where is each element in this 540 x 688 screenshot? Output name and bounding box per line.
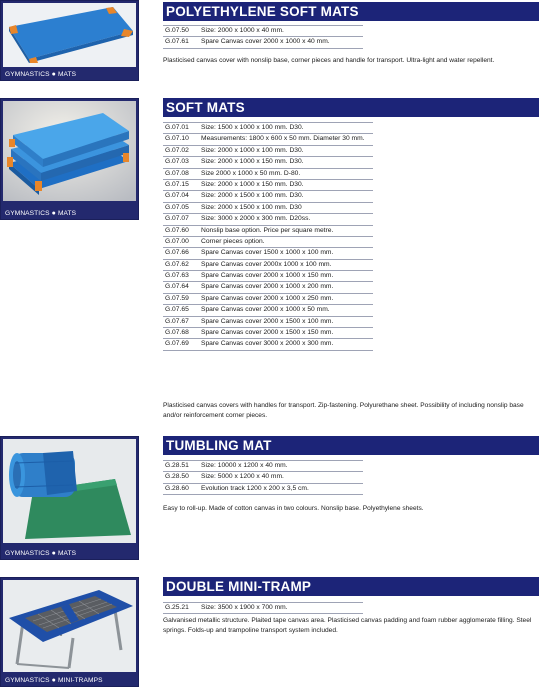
spec-row	[163, 191, 373, 202]
product-code: G.07.07	[165, 215, 189, 223]
section-title: POLYETHYLENE SOFT MATS	[163, 2, 539, 21]
caption-item: MINI-TRAMPS	[57, 677, 103, 684]
product-description: Plasticised canvas covers with handles for transport. Zip-fastening. Polyurethane sheet. Possibility of including nonslip base and/or reinforcement corner pieces.	[163, 402, 524, 419]
spec-text: Spare Canvas cover 2000 x 1000 x 40 mm.	[201, 38, 330, 46]
mat-photo	[3, 101, 136, 201]
product-code: G.07.03	[165, 158, 189, 166]
caption-item: MATS	[57, 210, 77, 217]
caption-item: MATS	[57, 71, 77, 78]
mat-photo	[3, 3, 136, 67]
spec-text: Spare Canvas cover 2000 x 1000 x 50 mm.	[201, 306, 330, 314]
product-thumbnail[interactable]	[0, 98, 139, 220]
spec-row	[163, 294, 373, 305]
product-code: G.07.02	[165, 146, 189, 154]
spec-text: Spare Canvas cover 2000 x 1500 x 150 mm.	[201, 329, 334, 337]
spec-row	[163, 203, 373, 214]
product-code: G.28.60	[165, 484, 189, 492]
spec-text: Spare Canvas cover 3000 x 2000 x 300 mm.	[201, 340, 334, 348]
spec-row	[163, 122, 373, 134]
spec-text: Size: 1500 x 1000 x 100 mm. D30.	[201, 124, 304, 131]
spec-row	[163, 339, 373, 350]
spec-text: Size: 3000 x 2000 x 300 mm. D20ss.	[201, 215, 311, 223]
spec-row	[163, 282, 373, 293]
product-description: Easy to roll-up. Made of cotton canvas in two colours. Nonslip base. Polyethylene sheets.	[163, 505, 424, 512]
spec-text: Spare Canvas cover 2000x 1000 x 100 mm.	[201, 260, 332, 268]
spec-text: Evolution track 1200 x 200 x 3,5 cm.	[201, 484, 309, 492]
spec-row	[163, 305, 373, 316]
tumbling-mat-image	[3, 439, 136, 543]
spec-row	[163, 214, 373, 225]
spec-text: Spare Canvas cover 2000 x 1000 x 150 mm.	[201, 272, 334, 280]
mini-tramp-image	[3, 580, 136, 672]
product-code: G.07.64	[165, 283, 189, 291]
product-code: G.07.50	[165, 27, 189, 34]
spec-text: Size: 3500 x 1900 x 700 mm.	[201, 604, 288, 611]
spec-text: Measurements: 1800 x 600 x 50 mm. Diameter 30 mm.	[201, 135, 365, 143]
section-title: TUMBLING MAT	[163, 436, 539, 455]
spec-text: Size: 2000 x 1000 x 100 mm. D30.	[201, 146, 304, 154]
spec-table	[163, 122, 373, 351]
spec-row	[163, 472, 363, 483]
spec-text: Size: 10000 x 1200 x 40 mm.	[201, 462, 288, 469]
spec-text: Size: 2000 x 1500 x 100 mm. D30.	[201, 192, 304, 200]
spec-table	[163, 25, 363, 49]
product-thumbnail[interactable]	[0, 436, 139, 560]
bullet-icon: ●	[51, 550, 56, 557]
spec-row	[163, 180, 373, 191]
product-code: G.07.00	[165, 237, 189, 245]
mat-photo	[3, 439, 136, 543]
spec-row	[163, 484, 363, 495]
spec-text: Size: 5000 x 1200 x 40 mm.	[201, 473, 284, 481]
product-code: G.25.21	[165, 604, 189, 611]
product-code: G.07.65	[165, 306, 189, 314]
spec-table	[163, 602, 363, 614]
product-code: G.28.51	[165, 462, 189, 469]
product-code: G.07.69	[165, 340, 189, 348]
spec-text: Spare Canvas cover 2000 x 1000 x 250 mm.	[201, 294, 334, 302]
caption-category: GYMNASTICS	[5, 210, 50, 217]
spec-row	[163, 260, 373, 271]
spec-text: Spare Canvas cover 2000 x 1000 x 200 mm.	[201, 283, 334, 291]
spec-text: Size 2000 x 1000 x 50 mm. D-80.	[201, 169, 301, 177]
product-thumbnail[interactable]	[0, 577, 139, 687]
product-code: G.07.67	[165, 317, 189, 325]
thumbnail-caption	[5, 71, 76, 78]
product-description: Plasticised canvas cover with nonslip base, corner pieces and handle for transport. Ultra-light and water repellent.	[163, 57, 495, 64]
spec-text: Size: 2000 x 1000 x 40 mm.	[201, 27, 284, 34]
spec-text: Size: 2000 x 1500 x 100 mm. D30	[201, 203, 302, 211]
product-code: G.07.15	[165, 180, 189, 188]
product-code: G.07.04	[165, 192, 189, 200]
product-code: G.07.05	[165, 203, 189, 211]
product-description: Galvanised metallic structure. Plaited tape canvas area. Plasticised canvas padding and foam rubber agglomerate filling. Steel springs. Folds-up and trampoline transport system included.	[163, 617, 532, 634]
spec-row	[163, 157, 373, 168]
product-code: G.07.68	[165, 329, 189, 337]
product-code: G.07.59	[165, 294, 189, 302]
spec-text: Spare Canvas cover 1500 x 1000 x 100 mm.	[201, 249, 334, 257]
product-code: G.07.10	[165, 135, 189, 143]
section-title: DOUBLE MINI-TRAMP	[163, 577, 539, 596]
product-code: G.07.60	[165, 226, 189, 234]
product-code: G.07.01	[165, 124, 189, 131]
caption-category: GYMNASTICS	[5, 677, 50, 684]
spec-text: Size: 2000 x 1000 x 150 mm. D30.	[201, 158, 304, 166]
product-code: G.07.61	[165, 38, 189, 46]
spec-row	[163, 317, 373, 328]
spec-row	[163, 328, 373, 339]
spec-text: Corner pieces option.	[201, 237, 265, 245]
spec-row	[163, 134, 373, 145]
bullet-icon: ●	[51, 677, 56, 684]
spec-row	[163, 248, 373, 259]
stacked-mats-image	[3, 101, 136, 201]
spec-table	[163, 460, 363, 495]
tramp-photo	[3, 580, 136, 672]
blue-mat-image	[3, 3, 136, 67]
spec-text: Size: 2000 x 1000 x 150 mm. D30.	[201, 180, 304, 188]
caption-category: GYMNASTICS	[5, 71, 50, 78]
spec-row	[163, 146, 373, 157]
spec-text: Nonslip base option. Price per square metre.	[201, 226, 334, 234]
spec-row	[163, 25, 363, 37]
spec-row	[163, 602, 363, 614]
spec-row	[163, 37, 363, 48]
spec-text: Spare Canvas cover 2000 x 1500 x 100 mm.	[201, 317, 334, 325]
caption-item: MATS	[57, 550, 77, 557]
product-code: G.07.62	[165, 260, 189, 268]
thumbnail-caption	[5, 210, 76, 217]
spec-row	[163, 226, 373, 237]
product-code: G.07.66	[165, 249, 189, 257]
spec-row	[163, 169, 373, 180]
bullet-icon: ●	[51, 71, 56, 78]
product-code: G.28.50	[165, 473, 189, 481]
spec-row	[163, 460, 363, 472]
product-thumbnail[interactable]	[0, 0, 139, 81]
caption-category: GYMNASTICS	[5, 550, 50, 557]
product-code: G.07.63	[165, 272, 189, 280]
section-title: SOFT MATS	[163, 98, 539, 117]
thumbnail-caption	[5, 677, 103, 684]
bullet-icon: ●	[51, 210, 56, 217]
thumbnail-caption	[5, 550, 76, 557]
product-code: G.07.08	[165, 169, 189, 177]
spec-row	[163, 271, 373, 282]
spec-row	[163, 237, 373, 248]
